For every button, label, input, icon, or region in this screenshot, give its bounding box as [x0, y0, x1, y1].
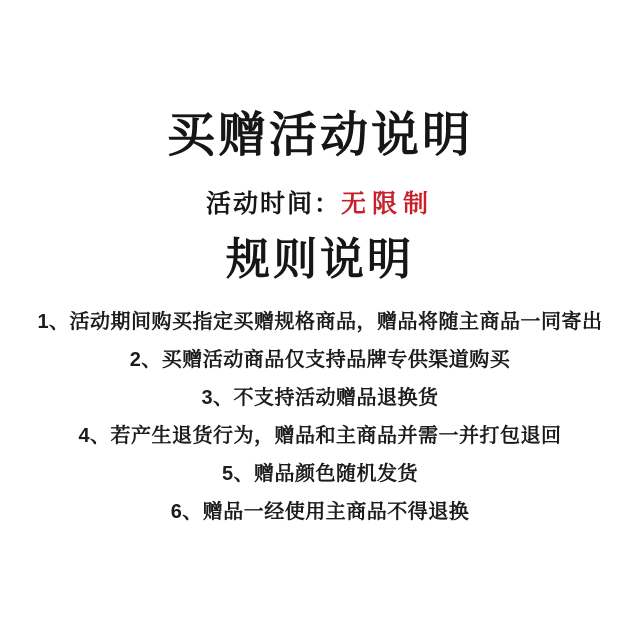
activity-time-line	[0, 189, 640, 219]
page-title: 买赠活动说明	[166, 109, 473, 162]
rule-item-2: 2、买赠活动商品仅支持品牌专供渠道购买	[129, 348, 511, 371]
rule-item-5: 5、赠品颜色随机发货	[221, 462, 419, 485]
activity-time-value: 无限制	[341, 190, 435, 219]
rule-item-1: 1、活动期间购买指定买赠规格商品，赠品将随主商品一同寄出	[37, 310, 603, 333]
activity-time-label: 活动时间：	[205, 190, 341, 219]
rules-heading: 规则说明	[226, 235, 414, 285]
rule-item-4: 4、若产生退货行为，赠品和主商品并需一并打包退回	[78, 424, 562, 447]
rule-item-3: 3、不支持活动赠品退换货	[201, 386, 439, 409]
rules-list	[0, 312, 640, 523]
rule-item-6: 6、赠品一经使用主商品不得退换	[170, 500, 470, 523]
